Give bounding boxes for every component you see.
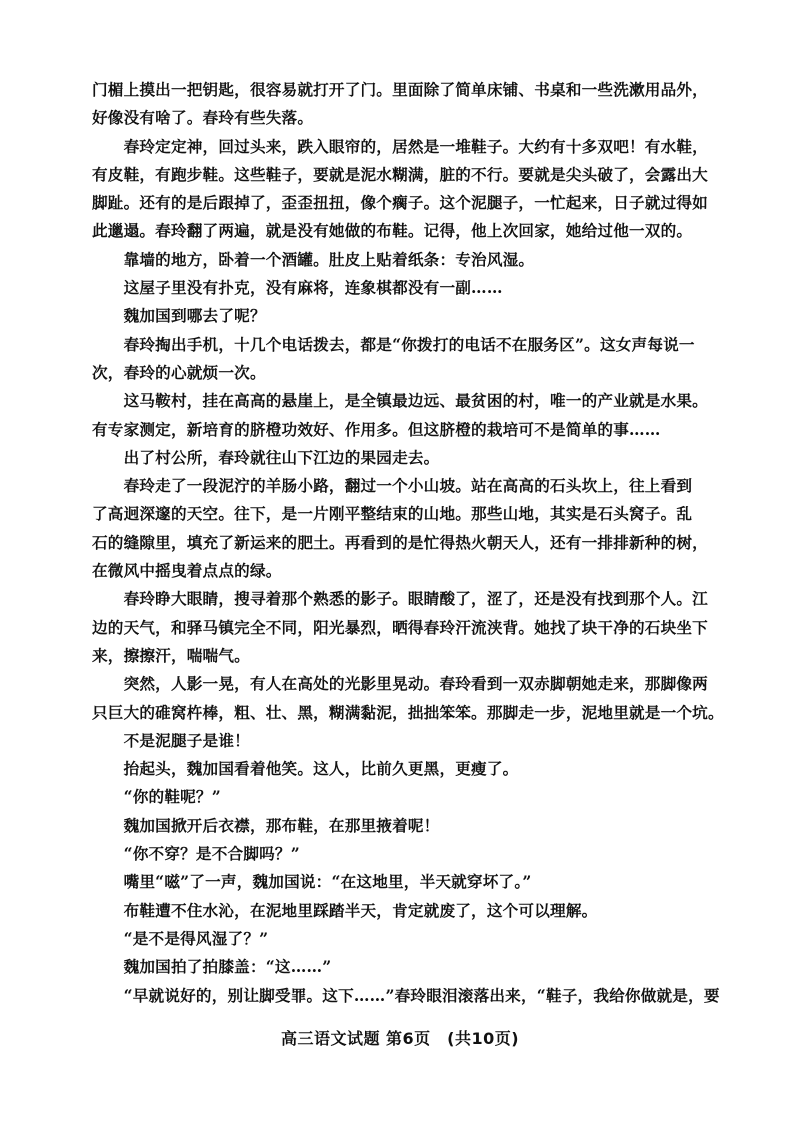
text-line: “早就说好的，别让脚受罪。这下……”春玲眼泪滚落出来，“鞋子，我给你做就是，要 bbox=[92, 985, 720, 1005]
text-line: 脚趾。还有的是后跟掉了，歪歪扭扭，像个瘸子。这个泥腿子，一忙起来，日子就过得如 bbox=[92, 193, 708, 213]
text-line: 春玲定定神，回过头来，跌入眼帘的，居然是一堆鞋子。大约有十多双吧！有水鞋， bbox=[92, 136, 708, 156]
text-line: 靠墙的地方，卧着一个酒罐。肚皮上贴着纸条：专治风湿。 bbox=[92, 249, 535, 269]
text-line: “你不穿？是不合脚吗？” bbox=[92, 844, 300, 864]
passage-text bbox=[92, 76, 724, 1010]
page-footer: 高三语文试题 第6页 (共10页) bbox=[280, 1029, 520, 1048]
text-line: 有专家测定，新培育的脐橙功效好、作用多。但这脐橙的栽培可不是简单的事…… bbox=[92, 419, 661, 439]
text-line: 门楣上摸出一把钥匙，很容易就打开了门。里面除了简单床铺、书桌和一些洗漱用品外， bbox=[92, 80, 708, 99]
text-line: 魏加国掀开后衣襟，那布鞋，在那里掖着呢！ bbox=[92, 815, 440, 835]
text-line: 来，擦擦汗，喘喘气。 bbox=[92, 645, 250, 665]
text-line: 布鞋遭不住水沁，在泥地里踩踏半天，肯定就废了，这个可以理解。 bbox=[92, 900, 598, 920]
text-line: 了高迥深邃的天空。往下，是一片刚平整结束的山地。那些山地，其实是石头窝子。乱 bbox=[92, 504, 693, 524]
text-line: 魏加国拍了拍膝盖：“这……” bbox=[92, 957, 332, 977]
text-line: 出了村公所，春玲就往山下江边的果园走去。 bbox=[92, 447, 440, 467]
text-line: 不是泥腿子是谁！ bbox=[92, 730, 250, 750]
text-line: 边的天气，和驿马镇完全不同，阳光暴烈，晒得春玲汗流浃背。她找了块干净的石块坐下 bbox=[92, 617, 708, 637]
text-line: 只巨大的碓窝杵棒，粗、壮、黑，糊满黏泥，拙拙笨笨。那脚走一步，泥地里就是一个坑。 bbox=[92, 702, 724, 722]
text-line: 在微风中摇曳着点点的绿。 bbox=[92, 561, 282, 581]
text-line: 嘴里“嗞”了一声，魏加国说：“在这地里，半天就穿坏了。” bbox=[92, 872, 532, 892]
text-line: 春玲睁大眼睛，搜寻着那个熟悉的影子。眼睛酸了，涩了，还是没有找到那个人。江 bbox=[92, 589, 708, 609]
text-line: 抬起头，魏加国看着他笑。这人，比前久更黑，更瘦了。 bbox=[92, 759, 519, 779]
text-line: 次，春玲的心就烦一次。 bbox=[92, 362, 266, 382]
text-line: 春玲掏出手机，十几个电话拨去，都是“你拨打的电话不在服务区”。这女声每说一 bbox=[92, 334, 695, 354]
text-line: 春玲走了一段泥泞的羊肠小路，翻过一个小山坡。站在高高的石头坎上，往上看到 bbox=[92, 476, 693, 496]
text-line: 这屋子里没有扑克，没有麻将，连象棋都没有一副…… bbox=[92, 278, 503, 298]
text-line: 好像没有啥了。春玲有些失落。 bbox=[92, 108, 314, 128]
text-line: 有皮鞋，有跑步鞋。这些鞋子，要就是泥水糊满，脏的不行。要就是尖头破了，会露出大 bbox=[92, 164, 708, 184]
text-line: 魏加国到哪去了呢？ bbox=[92, 306, 266, 326]
text-line: 此邋遢。春玲翻了两遍，就是没有她做的布鞋。记得，他上次回家，她给过他一双的。 bbox=[92, 221, 693, 241]
text-line: 石的缝隙里，填充了新运来的肥土。再看到的是忙得热火朝天人，还有一排排新种的树， bbox=[92, 532, 708, 552]
text-line: “你的鞋呢？” bbox=[92, 787, 221, 807]
text-line: 这马鞍村，挂在高高的悬崖上，是全镇最边远、最贫困的村，唯一的产业就是水果。 bbox=[92, 391, 708, 411]
text-line: 突然，人影一晃，有人在高处的光影里晃动。春玲看到一双赤脚朝她走来，那脚像两 bbox=[92, 674, 708, 694]
text-line: “是不是得风湿了？” bbox=[92, 928, 269, 948]
